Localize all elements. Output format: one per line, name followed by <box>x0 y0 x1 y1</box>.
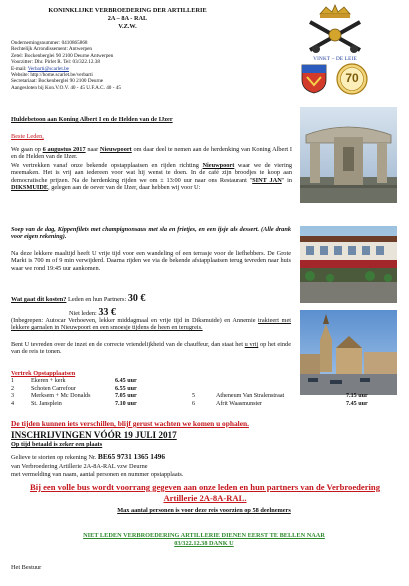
stop-time: 7.10 uur <box>115 400 137 407</box>
stop-time: 7.45 uur <box>346 400 368 407</box>
monument-image <box>300 107 397 203</box>
nonmembers-call-2: 03/322.12.38 DANK U <box>174 540 234 547</box>
page-title: Huldebetoon aan Koning Albert I en de Helden van de IJzer <box>11 116 173 123</box>
max-persons: Max aantal personen is voor deze reis voorzien op 58 deelnemers <box>117 507 291 514</box>
cost-question: Wat gaat dit kosten? <box>11 296 67 303</box>
intro-paragraph-1 <box>11 146 292 161</box>
driver-notice <box>11 341 291 356</box>
stop-row <box>11 386 151 394</box>
stop-place: Schoten Carrefour <box>31 385 76 392</box>
secretariaat: Secretariaat: Bockenberglei 90 2100 Deurne <box>11 78 104 85</box>
ondernemingsnummer: Ondernemingsnummer: 0410865868 <box>11 40 88 46</box>
intro-text: We vertrekken vanaf onze bekende opstapplaatsen en rijden richting <box>11 162 203 169</box>
org-name-line1: KONINKLIJKE VERBROEDERING DER ARTILLERIE <box>48 7 207 14</box>
stop-place: Ekeren + kerk <box>31 378 66 384</box>
stops-heading: Vertrek Opstapplaatsen <box>11 370 76 377</box>
stop-time: 6.55 uur <box>115 385 137 392</box>
members-price: 30 € <box>127 293 146 304</box>
zetel: Zetel: Bockenberglei 90 2100 Deurne Antwerpen <box>11 52 114 59</box>
times-warning: De tijden kunnen iets verschillen, blijf gerust wachten we komen u ophalen. <box>11 419 249 428</box>
nonmembers-price: 33 € <box>98 307 116 318</box>
priority-notice: Bij een volle bus wordt voorrang gegeven aan onze leden en hun partners van de Verbroedering Artillerie 2A-8A-RAL. <box>29 482 381 503</box>
town-name: DIKSMUIDE <box>11 184 49 192</box>
stop-row <box>192 401 397 409</box>
stop-number: 6 <box>192 400 196 407</box>
signature: Het Bestuur <box>11 564 42 571</box>
payment-line <box>11 453 311 461</box>
monument-photo <box>300 107 397 203</box>
intro-text: " in <box>281 176 293 184</box>
email-label: E-mail: <box>11 65 28 72</box>
inclusive-underlined: trakteert met lekkere garnalen in Nieuwpoort en een smoesje tijdens de heen en terugreis. <box>11 317 291 332</box>
stop-place: St. Jansplein <box>31 400 62 407</box>
intro-text: waar we de viering meemaken. Het is vrij aan iedereen voor wat hij wenst te doen. In de café zijn broodjes te koop aan democratische prijzen. Na de herdenking rijden we om ± 13:00 uur naar ons Restaurant " <box>11 162 292 184</box>
registration-heading: INSCHRIJVINGEN VÓÓR 19 JULI 2017 <box>11 430 177 440</box>
intro-text: naar <box>85 146 100 153</box>
stop-time: 6.45 uur <box>115 378 137 384</box>
stop-place: Afrit Waasmunster <box>216 400 262 407</box>
stop-place: Atheneum Van Stralenstraat <box>216 393 285 399</box>
voorzitter: Voorzitter: Dhr. Pirlet R. Tel: 03/322.12.38 <box>11 59 100 66</box>
payment-reference: met vermelding van naam, aantal personen en nummer opstapplaats. <box>11 471 184 478</box>
website-line[interactable]: Website: http://home.scarlet.be/verbarti <box>11 72 93 79</box>
stop-number: 2 <box>11 385 15 392</box>
stop-row <box>11 393 151 401</box>
members-label: Leden en hun Partners: <box>66 296 128 303</box>
email-link[interactable]: Verbarti@scarlet.be <box>27 65 69 72</box>
vinkt-label: VINKT – DE LEIE <box>313 56 357 62</box>
nonmembers-label: Niet leden: <box>69 310 99 317</box>
company-info <box>11 40 251 91</box>
event-place: Nieuwpoort <box>99 146 132 153</box>
after-lunch-text: Na deze lekkere maaltijd heeft U vrije tijd voor een wandeling of een terrasje voor de liefhebbers. De Grote Markt is 700 m of 9 min verwijderd. Daarna rijden we via de bekende afstapplaatsen terug tevreden naar huis waar we rond 19:45 uur aankomen. <box>11 250 291 272</box>
restaurant-photo <box>300 226 397 303</box>
stops-table <box>11 378 401 412</box>
bank-account: BE65 9731 1365 1496 <box>97 452 166 461</box>
royal-crest-logo <box>306 4 364 56</box>
notice-part: op het einde van de reis te tonen. <box>11 341 291 356</box>
stop-number: 1 <box>11 378 15 384</box>
vinkt-badge <box>298 56 372 96</box>
org-name-line3: V.Z.W. <box>118 23 137 30</box>
stop-place: Merksem + Mc Donalds <box>31 393 91 400</box>
destination: Nieuwpoort <box>202 162 235 169</box>
stop-time: 7.15 uur <box>346 393 368 399</box>
badge-70-text: 70 <box>345 71 359 85</box>
aangesloten: Aangesloten bij Kon.V.O.V. 40 - 45 U.F.A.C. 40 - 45 <box>11 84 121 91</box>
stop-number: 4 <box>11 400 15 407</box>
stop-number: 5 <box>192 393 196 399</box>
menu-text: Soep van de dag, Kippenfilets met champignonsaus met sla en frietjes, en een ijsje als dessert. (Alle drank voor eigen rekening). <box>11 226 291 241</box>
shield-icon <box>301 64 327 94</box>
stop-row <box>11 401 151 409</box>
notice-part: Bent U tevreden over de inzet en de correcte vriendelijkheid van de chauffeur, dan staat het <box>11 341 245 348</box>
stop-row <box>192 393 397 401</box>
inclusive-part: (Inbegrepen: Autocar Verhoeven, lekker middagmaal en vrije tijd in Diksmuide) en Annemie <box>11 317 259 324</box>
restaurant-image <box>300 226 397 303</box>
stops-right-column <box>192 393 397 408</box>
stops-left-column <box>11 378 151 408</box>
restaurant-name: SINT JAN <box>252 176 282 184</box>
stop-row <box>11 378 151 386</box>
payment-org: van Verbroedering Artillerie 2A-8A-RAL vzw Deurne <box>11 463 148 470</box>
cost-line <box>11 288 296 306</box>
event-date: 6 augustus 2017 <box>42 146 86 153</box>
intro-text: , gelegen aan de oever van de IJzer, daar hebben wij voor U: <box>48 184 201 192</box>
payment-label: Gelieve te storten op rekening Nr. <box>11 454 98 461</box>
notice-underlined: u vrij <box>244 341 259 348</box>
rechtelijk-arrondissement: Rechtelijk Arrondissement: Antwerpen <box>11 46 92 53</box>
registration-sub: Op tijd betaald is zeker een plaats <box>11 441 103 448</box>
salutation: Beste Leden, <box>11 133 44 140</box>
stop-time: 7.05 uur <box>115 393 137 400</box>
intro-paragraph-2 <box>11 162 292 192</box>
nonmembers-call-1: NIET LEDEN VERBROEDERING ARTILLERIE DIENEN EERST TE BELLEN NAAR <box>83 532 325 539</box>
stop-number: 3 <box>11 393 15 400</box>
inclusive-text <box>11 317 291 332</box>
org-name-line2: 2A – 8A - RAL <box>107 15 148 22</box>
intro-text: We gaan op <box>11 146 43 153</box>
intro-text: om daar deel te nemen aan de herdenking van Koning Albert I en de Helden van de IJzer. <box>11 146 293 161</box>
